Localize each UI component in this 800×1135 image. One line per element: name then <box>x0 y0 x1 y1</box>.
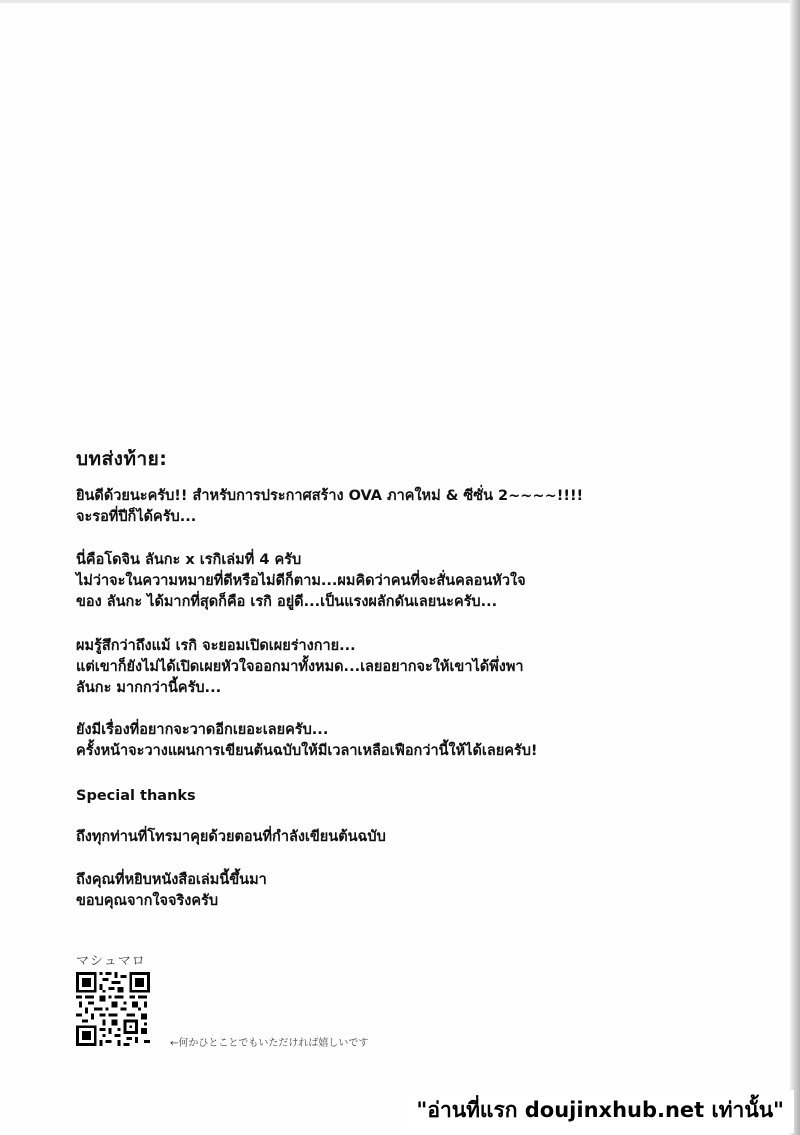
text-line: ขอบคุณจากใจจริงครับ <box>76 893 219 909</box>
scan-top-edge <box>0 0 800 3</box>
text-line: ของ ลันกะ ได้มากที่สุดก็คือ เรกิ อยู่ดี...เป็นแรงผลักดันเลยนะครับ... <box>76 594 498 610</box>
text-line: ถึงทุกท่านที่โทรมาคุยด้วยตอนที่กำลังเขียนต้นฉบับ <box>76 829 386 845</box>
text-line: ถึงคุณที่หยิบหนังสือเล่มนี้ขึ้นมา <box>76 872 267 888</box>
qr-note: ←何かひとことでもいただければ嬉しいです <box>170 1038 369 1049</box>
afterword-heading: บทส่งท้าย: <box>76 448 168 470</box>
text-line: ไม่ว่าจะในความหมายที่ดีหรือไม่ดีก็ตาม...ผมคิดว่าคนที่จะสั่นคลอนหัวใจ <box>76 573 526 589</box>
text-line: ครั้งหน้าจะวางแผนการเขียนต้นฉบับให้มีเวลาเหลือเฟือกว่านี้ให้ได้เลยครับ! <box>76 743 538 759</box>
paragraph-thanks-callers <box>76 827 736 848</box>
scan-right-edge <box>790 0 800 1135</box>
paragraph-next-plans <box>76 720 736 762</box>
text-line: แต่เขาก็ยังไม่ได้เปิดเผยหัวใจออกมาทั้งหมด...เลยอยากจะให้เขาได้พึ่งพา <box>76 659 524 675</box>
text-line: จะรอที่ปีก็ได้ครับ... <box>76 509 197 525</box>
text-line: Special thanks <box>76 788 196 804</box>
paragraph-announcement <box>76 486 736 528</box>
paragraph-thanks-reader <box>76 870 736 912</box>
special-thanks-heading <box>76 786 736 807</box>
text-line: ยังมีเรื่องที่อยากจะวาดอีกเยอะเลยครับ... <box>76 722 329 738</box>
text-line: ผมรู้สึกว่าถึงแม้ เรกิ จะยอมเปิดเผยร่างกาย... <box>76 638 356 654</box>
qr-code-icon[interactable] <box>76 972 150 1046</box>
marshmallow-label: マシュマロ <box>76 954 146 969</box>
text-line: ยินดีด้วยนะครับ!! สำหรับการประกาศสร้าง OVA ภาคใหม่ & ซีซั่น 2~~~~!!!! <box>76 488 584 504</box>
paragraph-feelings <box>76 636 736 699</box>
text-line: นี่คือโดจิน ลันกะ x เรกิเล่มที่ 4 ครับ <box>76 552 302 568</box>
paragraph-book-intro <box>76 550 736 613</box>
text-line: ลันกะ มากกว่านี้ครับ... <box>76 680 222 696</box>
watermark-banner: "อ่านที่แรก doujinxhub.net เท่านั้น" <box>404 1090 794 1133</box>
